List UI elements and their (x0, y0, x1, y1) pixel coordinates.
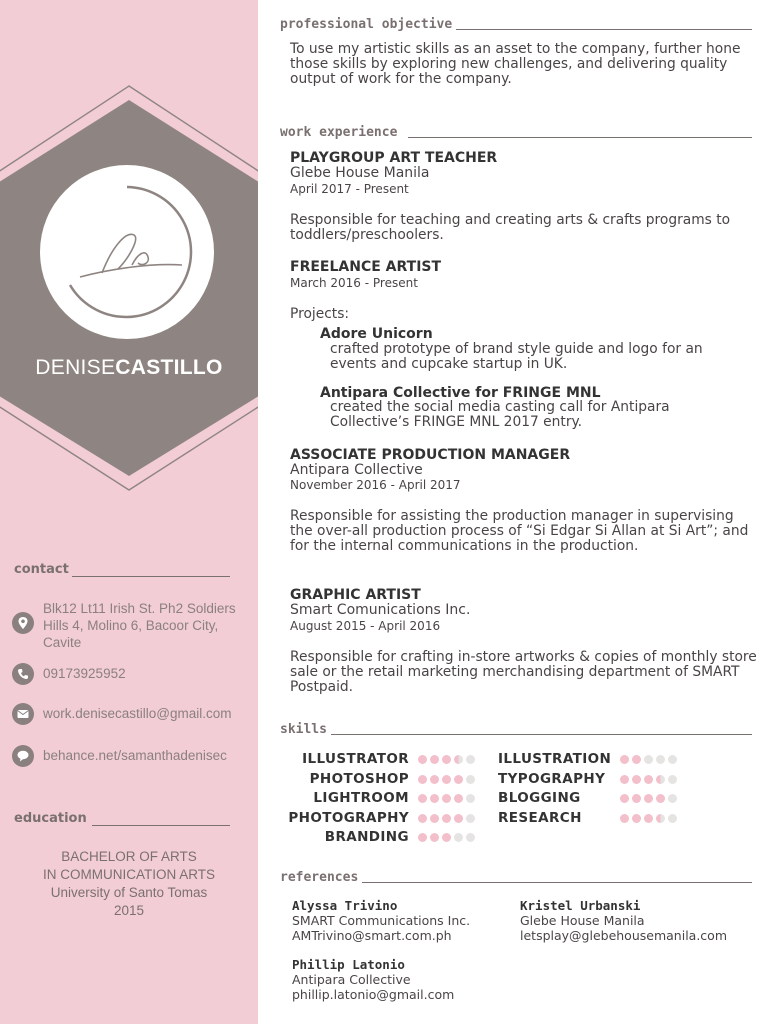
education-heading: education (14, 811, 87, 826)
skill-rating (620, 814, 680, 824)
job-title: GRAPHIC ARTIST (290, 587, 421, 603)
skill-rating (620, 775, 680, 785)
education-divider (92, 825, 230, 826)
reference-name: Kristel Urbanski (520, 898, 641, 913)
job-dates: August 2015 - April 2016 (290, 619, 441, 633)
job-title: ASSOCIATE PRODUCTION MANAGER (290, 447, 571, 463)
rating-dot (644, 794, 653, 803)
reference-email[interactable]: AMTrivino@smart.com.ph (292, 928, 452, 943)
rating-dot (632, 794, 641, 803)
work-heading: work experience (280, 125, 401, 140)
school-name: University of Santo Tomas (50, 885, 208, 900)
rating-dot (418, 755, 427, 764)
rating-dot (668, 755, 677, 764)
rating-dot (668, 775, 677, 784)
project-description: created the social media casting call for Antipara Collective’s FRINGE MNL 2017 entry. (330, 399, 670, 430)
main-content (258, 0, 768, 1024)
contact-email (12, 703, 252, 727)
contact-website (12, 745, 252, 769)
skill-rating (418, 814, 478, 824)
job-title: PLAYGROUP ART TEACHER (290, 150, 498, 166)
rating-dot (442, 794, 451, 803)
rating-dot (620, 814, 629, 823)
rating-dot (454, 833, 463, 842)
degree-line-2: IN COMMUNICATION ARTS (42, 867, 215, 882)
contact-phone (12, 663, 252, 687)
rating-dot (454, 755, 463, 764)
profile-badge (0, 84, 258, 494)
skill-rating (418, 833, 478, 843)
rating-dot (668, 814, 677, 823)
logo-circle (40, 165, 214, 339)
reference-name: Alyssa Trivino (292, 898, 398, 913)
rating-dot (454, 794, 463, 803)
project-title: Adore Unicorn (320, 326, 433, 342)
rating-dot (644, 775, 653, 784)
education-block (0, 848, 258, 920)
phone-number[interactable]: 09173925952 (43, 666, 126, 681)
rating-dot (466, 814, 475, 823)
rating-dot (644, 755, 653, 764)
address-line-1: Blk12 Lt11 Irish St. Ph2 Soldiers (43, 601, 236, 616)
skill-name: ILLUSTRATOR (302, 751, 409, 767)
reference-email[interactable]: phillip.latonio@gmail.com (292, 987, 455, 1002)
rating-dot (418, 814, 427, 823)
rating-dot (632, 755, 641, 764)
website-link[interactable]: behance.net/samanthadenisec (43, 748, 227, 763)
project-description: crafted prototype of brand style guide and logo for an events and cupcake startup in UK. (330, 341, 703, 372)
contact-address (12, 601, 252, 666)
chat-bubble-icon (12, 745, 34, 767)
rating-dot (632, 814, 641, 823)
email-link[interactable]: work.denisecastillo@gmail.com (43, 706, 232, 721)
mail-icon (12, 703, 34, 725)
sidebar (0, 0, 258, 1024)
rating-dot (620, 794, 629, 803)
rating-dot (656, 794, 665, 803)
job-dates: March 2016 - Present (290, 276, 418, 290)
rating-dot (656, 814, 665, 823)
rating-dot (430, 755, 439, 764)
job-dates: November 2016 - April 2017 (290, 478, 461, 492)
skill-rating (418, 755, 478, 765)
skills-divider (314, 734, 752, 735)
rating-dot (442, 833, 451, 842)
skill-name: TYPOGRAPHY (498, 770, 606, 787)
references-divider (362, 882, 752, 883)
skill-name: BLOGGING (498, 790, 581, 806)
rating-dot (430, 794, 439, 803)
address-line-3: Cavite (43, 635, 82, 650)
reference-name: Phillip Latonio (292, 957, 405, 972)
location-pin-icon (12, 612, 34, 634)
contact-heading: contact (14, 562, 69, 577)
skill-rating (620, 794, 680, 804)
job-description: Responsible for teaching and creating arts & crafts programs to toddlers/preschoolers. (290, 212, 731, 243)
rating-dot (466, 755, 475, 764)
phone-icon (12, 663, 34, 685)
rating-dot (442, 755, 451, 764)
job-description: Responsible for assisting the production manager in supervising the over-all production process of “Si Edgar Si Allan at Si Art”; and for the internal communications in the production. (290, 508, 749, 554)
rating-dot (454, 814, 463, 823)
rating-dot (466, 775, 475, 784)
rating-dot (454, 775, 463, 784)
address-line-2: Hills 4, Molino 6, Bacoor City, (43, 618, 219, 633)
skill-name: ILLUSTRATION (498, 751, 612, 767)
rating-dot (644, 814, 653, 823)
reference-org: Antipara Collective (292, 972, 411, 987)
job-description: Responsible for crafting in-store artworks & copies of monthly store sale or the retail marketing merchandising department of SMART Postpaid. (290, 649, 757, 695)
degree-line-1: BACHELOR OF ARTS (61, 849, 197, 864)
rating-dot (656, 775, 665, 784)
job-company: Glebe House Manila (290, 165, 430, 181)
job-company: Smart Comunications Inc. (290, 602, 471, 618)
skill-rating (418, 775, 478, 785)
rating-dot (430, 775, 439, 784)
rating-dot (418, 794, 427, 803)
reference-email[interactable]: letsplay@glebehousemanila.com (520, 928, 727, 943)
rating-dot (442, 814, 451, 823)
job-title: FREELANCE ARTIST (290, 259, 442, 275)
skill-rating (418, 794, 478, 804)
rating-dot (430, 814, 439, 823)
candidate-name: DENISECASTILLO (35, 356, 223, 379)
rating-dot (620, 755, 629, 764)
graduation-year: 2015 (113, 903, 145, 918)
project-title: Antipara Collective for FRINGE MNL (320, 385, 601, 401)
skills-heading: skills (280, 722, 331, 737)
references-heading: references (280, 870, 362, 885)
rating-dot (418, 833, 427, 842)
reference-org: Glebe House Manila (520, 913, 645, 928)
objective-text: To use my artistic skills as an asset to the company, further hone those skills by exploring new challenges, and delivering quality output of work for the company. (290, 41, 741, 87)
job-company: Antipara Collective (290, 462, 423, 478)
skill-rating (620, 755, 680, 765)
contact-divider (72, 576, 230, 577)
skill-name: LIGHTROOM (313, 790, 409, 806)
rating-dot (466, 794, 475, 803)
skill-name: PHOTOSHOP (309, 770, 409, 787)
job-dates: April 2017 - Present (290, 182, 409, 196)
objective-heading: professional objective (280, 17, 456, 32)
rating-dot (418, 775, 427, 784)
skill-name: BRANDING (324, 829, 409, 845)
rating-dot (656, 755, 665, 764)
skill-name: PHOTOGRAPHY (288, 809, 409, 826)
work-divider (408, 137, 752, 138)
rating-dot (620, 775, 629, 784)
rating-dot (442, 775, 451, 784)
objective-divider (448, 29, 752, 30)
rating-dot (632, 775, 641, 784)
projects-label: Projects: (290, 306, 350, 322)
reference-org: SMART Communications Inc. (292, 913, 471, 928)
skill-name: RESEARCH (498, 809, 582, 826)
rating-dot (668, 794, 677, 803)
rating-dot (430, 833, 439, 842)
rating-dot (466, 833, 475, 842)
